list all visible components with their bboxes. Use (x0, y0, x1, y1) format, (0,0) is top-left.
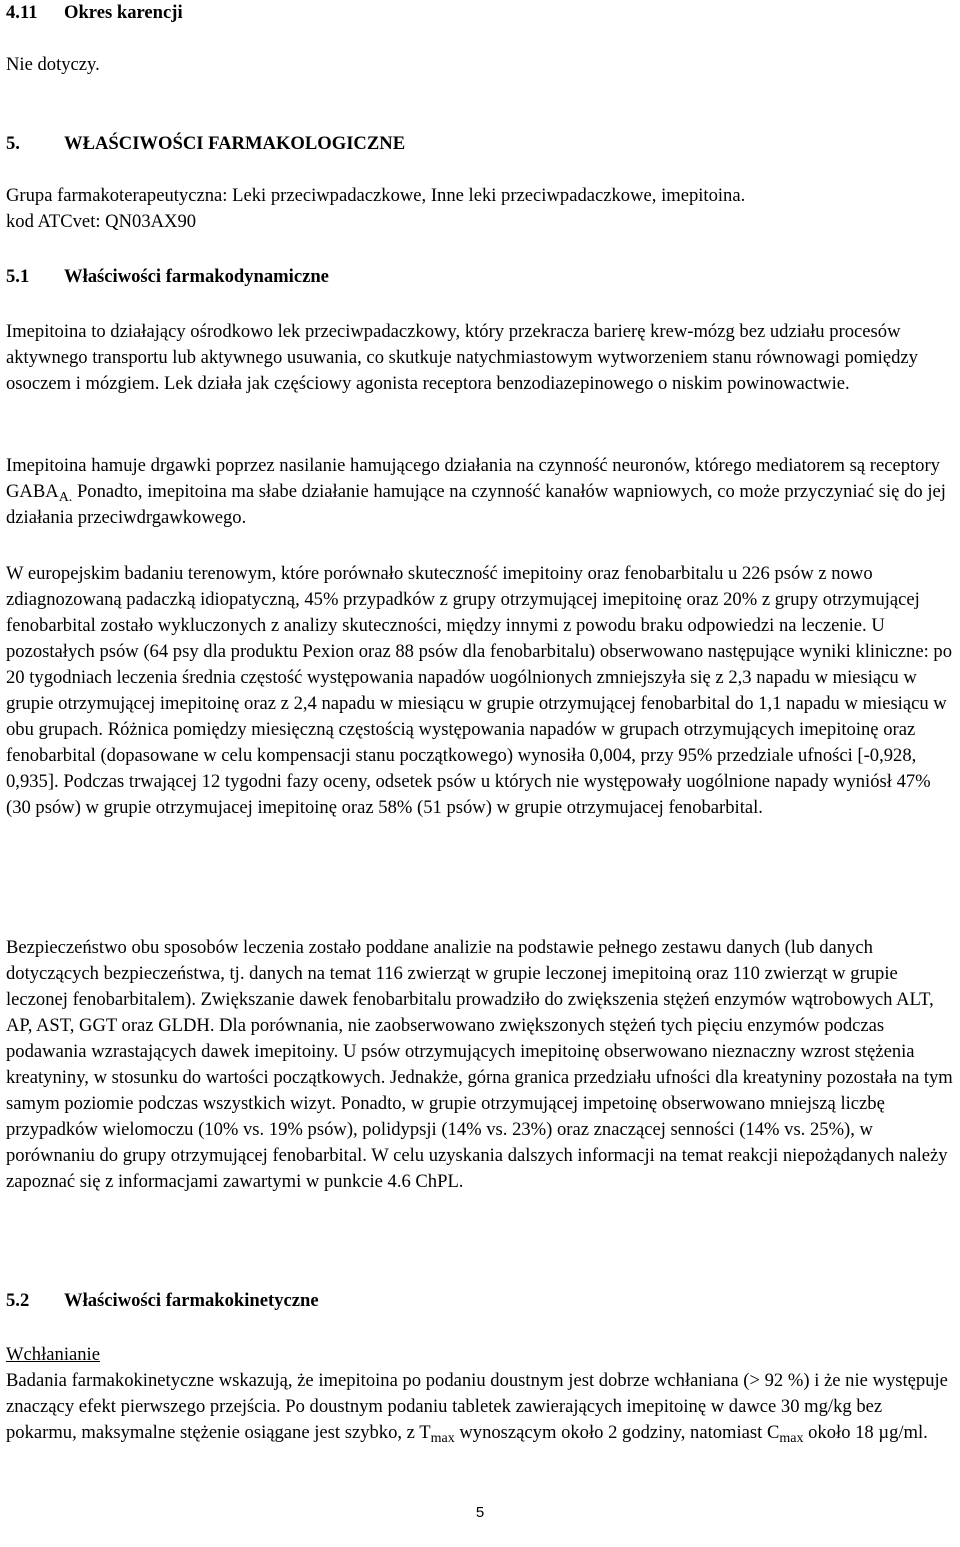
paragraph-text: Ponadto, imepitoina ma słabe działanie hamujące na czynność kanałów wapniowych, co może przyczyniać się do jej działania przeciwdrgawkowego. (6, 481, 946, 528)
paragraph-text: Badania farmakokinetyczne wskazują, że imepitoina po podaniu doustnym jest dobrze wchłaniana (> 92 %) i że nie występuje znaczący efekt pierwszego przejścia. Po doustnym podaniu tabletek zawierających imepitoinę w dawce 30 mg/kg bez pokarmu, maksymalne stężenie osiągane jest szybko, z T (6, 1370, 948, 1443)
page-number: 5 (475, 1504, 485, 1521)
field-study-paragraph: W europejskim badaniu terenowym, które porównało skuteczność imepitoiny oraz fenobarbitalu u 226 psów z nowo zdiagnozowaną padaczką idiopatyczną, 45% przypadków z grupy otrzymującej imepitoinę oraz 20% z grupy otrzymującej fenobarbital zostało wykluczonych z analizy skuteczności, między innymi z powodu braku odpowiedzi na leczenie. U pozostałych psów (64 psy dla produktu Pexion oraz 88 psów dla fenobarbitalu) obserwowano następujące wyniki kliniczne: po 20 tygodniach leczenia średnia częstość występowania napadów uogólnionych zmniejszyła się z 2,3 napadu w miesiącu w grupie otrzymującej imepitoinę oraz z 2,4 napadu w miesiącu w grupie otrzymującej fenobarbital do 1,1 napadu w miesiącu w obu grupach. Różnica pomiędzy miesięczną częstością występowania napadów w grupach otrzymujących imepitoinę oraz fenobarbital (dopasowane w celu kompensacji stanu początkowego) wynosiła 0,004, przy 95% przedziale ufności [-0,928, 0,935]. Podczas trwającej 12 tygodni fazy oceny, odsetek psów u których nie występowały uogólnione napady wyniósł 47% (30 psów) w grupie otrzymujacej imepitoinę oraz 58% (51 psów) w grupie otrzymujacej fenobarbital. (6, 563, 952, 818)
atc-code-line: kod ATCvet: QN03AX90 (6, 211, 197, 232)
pharmacodynamics-paragraph-2 (6, 453, 954, 531)
absorption-block (6, 1342, 954, 1446)
cmax-subscript: max (779, 1431, 804, 1446)
section-5-heading (6, 131, 954, 157)
section-4-11-heading (6, 0, 954, 26)
section-title: Okres karencji (64, 2, 183, 23)
section-title: Właściwości farmakodynamiczne (64, 266, 329, 287)
section-title: Właściwości farmakokinetyczne (64, 1290, 319, 1311)
section-number: 4.11 (6, 2, 38, 23)
pharmacodynamics-paragraph-1: Imepitoina to działający ośrodkowo lek przeciwpadaczkowy, który przekracza barierę krew-mózg bez udziału procesów aktywnego transportu lub aktywnego usuwania, co skutkuje natychmiastowym wytworzeniem stanu równowagi pomiędzy osoczem i mózgiem. Lek działa jak częściowy agonista receptora benzodiazepinowego o niskim powinowactwie. (6, 321, 918, 394)
pharmacotherapeutic-group (6, 183, 954, 235)
safety-paragraph: Bezpieczeństwo obu sposobów leczenia zostało poddane analizie na podstawie pełnego zestawu danych (lub danych dotyczących bezpieczeństwa, tj. danych na temat 116 zwierząt w grupie leczonej imepitoiną oraz 110 zwierząt w grupie leczonej fenobarbitalem). Zwiększanie dawek fenobarbitalu prowadziło do zwiększenia stężeń enzymów wątrobowych ALT, AP, AST, GGT oraz GLDH. Dla porównania, nie zaobserwowano zwiększonych stężeń tych pięciu enzymów podczas podawania wzrastających dawek imepitoiny. U psów otrzymujących imepitoinę obserwowano nieznaczny wzrost stężenia kreatyniny, w stosunku do wartości początkowych. Jednakże, górna granica przedziału ufności dla kreatyniny pozostała na tym samym poziomie podczas wszystkich wizyt. Ponadto, w grupie otrzymującej impetoinę obserwowano mniejszą liczbę przypadków wielomoczu (10% vs. 19% psów), polidypsji (14% vs. 23%) oraz znaczącej senności (14% vs. 25%), w porównaniu do grupy otrzymującej fenobarbital. W celu uzyskania dalszych informacji na temat reakcji niepożądanych należy zapoznać się z informacjami zawartymi w punkcie 4.6 ChPL. (6, 937, 953, 1192)
paragraph-text: Imepitoina hamuje drgawki poprzez nasilanie hamującego działania na czynność neuronów, którego mediatorem są receptory GABA (6, 455, 940, 502)
group-line: Grupa farmakoterapeutyczna: Leki przeciwpadaczkowe, Inne leki przeciwpadaczkowe, imepitoina. (6, 185, 746, 206)
tmax-subscript: max (430, 1431, 455, 1446)
absorption-subheading: Wchłanianie (6, 1344, 100, 1365)
section-number: 5. (6, 133, 20, 154)
gaba-subscript: A. (58, 490, 73, 505)
section-number: 5.1 (6, 266, 30, 287)
section-title: WŁAŚCIWOŚCI FARMAKOLOGICZNE (64, 133, 406, 154)
section-number: 5.2 (6, 1290, 30, 1311)
paragraph-text: około 18 µg/ml. (803, 1422, 928, 1443)
section-5-2-heading (6, 1288, 954, 1314)
paragraph-text: wynoszącym około 2 godziny, natomiast C (454, 1422, 780, 1443)
withdrawal-period-text: Nie dotyczy. (6, 54, 100, 75)
section-5-1-heading (6, 264, 954, 290)
